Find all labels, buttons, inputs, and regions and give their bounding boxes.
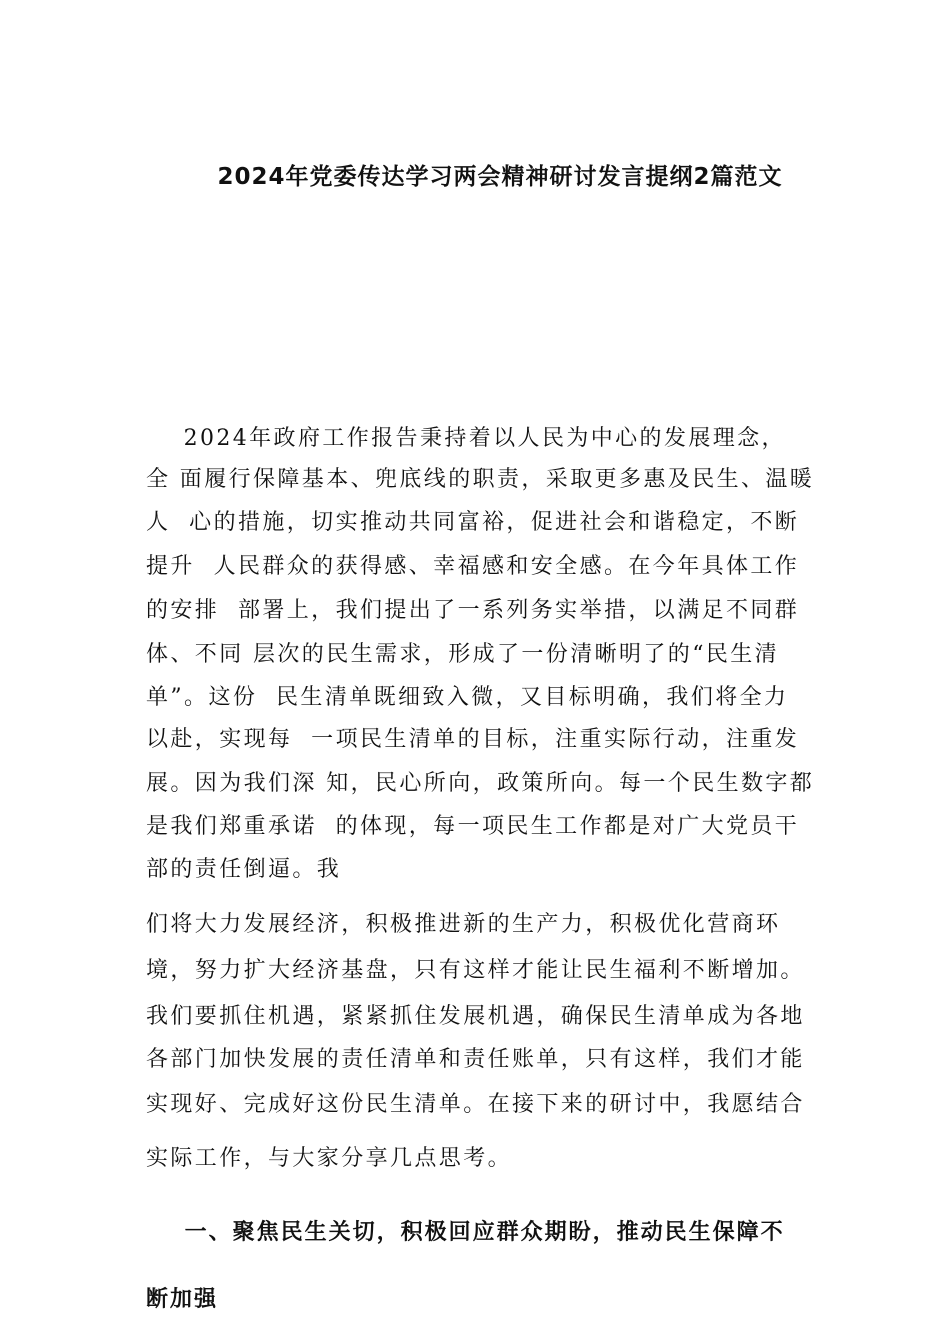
- text-line: 各部门加快发展的责任清单和责任账单，只有这样，我们才能: [146, 1047, 805, 1072]
- text-line: 人 心的措施，切实推动共同富裕，促进社会和谐稳定，不断: [146, 510, 800, 535]
- text-line: 全 面履行保障基本、兜底线的职责，采取更多惠及民生、温暖: [146, 467, 815, 492]
- text-line: 提升 人民群众的获得感、幸福感和安全感。在今年具体工作: [146, 554, 800, 579]
- text-line: 以赴，实现每 一项民生清单的目标，注重实际行动，注重发: [146, 727, 800, 752]
- text-line: 是我们郑重承诺 的体现，每一项民生工作都是对广大党员干: [146, 814, 800, 839]
- text-line: 我们要抓住机遇，紧紧抓住发展机遇，确保民生清单成为各地: [146, 1004, 805, 1029]
- text-line: 体、不同 层次的民生需求，形成了一份清晰明了的“民生清: [146, 642, 780, 667]
- text-line: 2024年政府工作报告秉持着以人民为中心的发展理念，: [146, 426, 786, 451]
- text-line: 们将大力发展经济，积极推进新的生产力，积极优化营商环: [146, 912, 781, 937]
- heading-line: 一、聚焦民生关切，积极回应群众期盼，推动民生保障不: [146, 1220, 785, 1245]
- text-line: 实现好、完成好这份民生清单。在接下来的研讨中，我愿结合: [146, 1092, 805, 1117]
- text-line: 境，努力扩大经济基盘，只有这样才能让民生福利不断增加。: [146, 958, 805, 983]
- document-title: 2024年党委传达学习两会精神研讨发言提纲2篇范文: [217, 164, 783, 190]
- text-line: 的安排 部署上，我们提出了一系列务实举措，以满足不同群: [146, 598, 800, 623]
- text-line: 实际工作，与大家分享几点思考。: [146, 1146, 513, 1171]
- text-line: 部的责任倒逼。我: [146, 857, 342, 882]
- heading-line: 断加强: [146, 1287, 219, 1312]
- text-line: 单”。这份 民生清单既细致入微，又目标明确，我们将全力: [146, 685, 789, 710]
- text-line: 展。因为我们深 知，民心所向，政策所向。每一个民生数字都: [146, 771, 815, 796]
